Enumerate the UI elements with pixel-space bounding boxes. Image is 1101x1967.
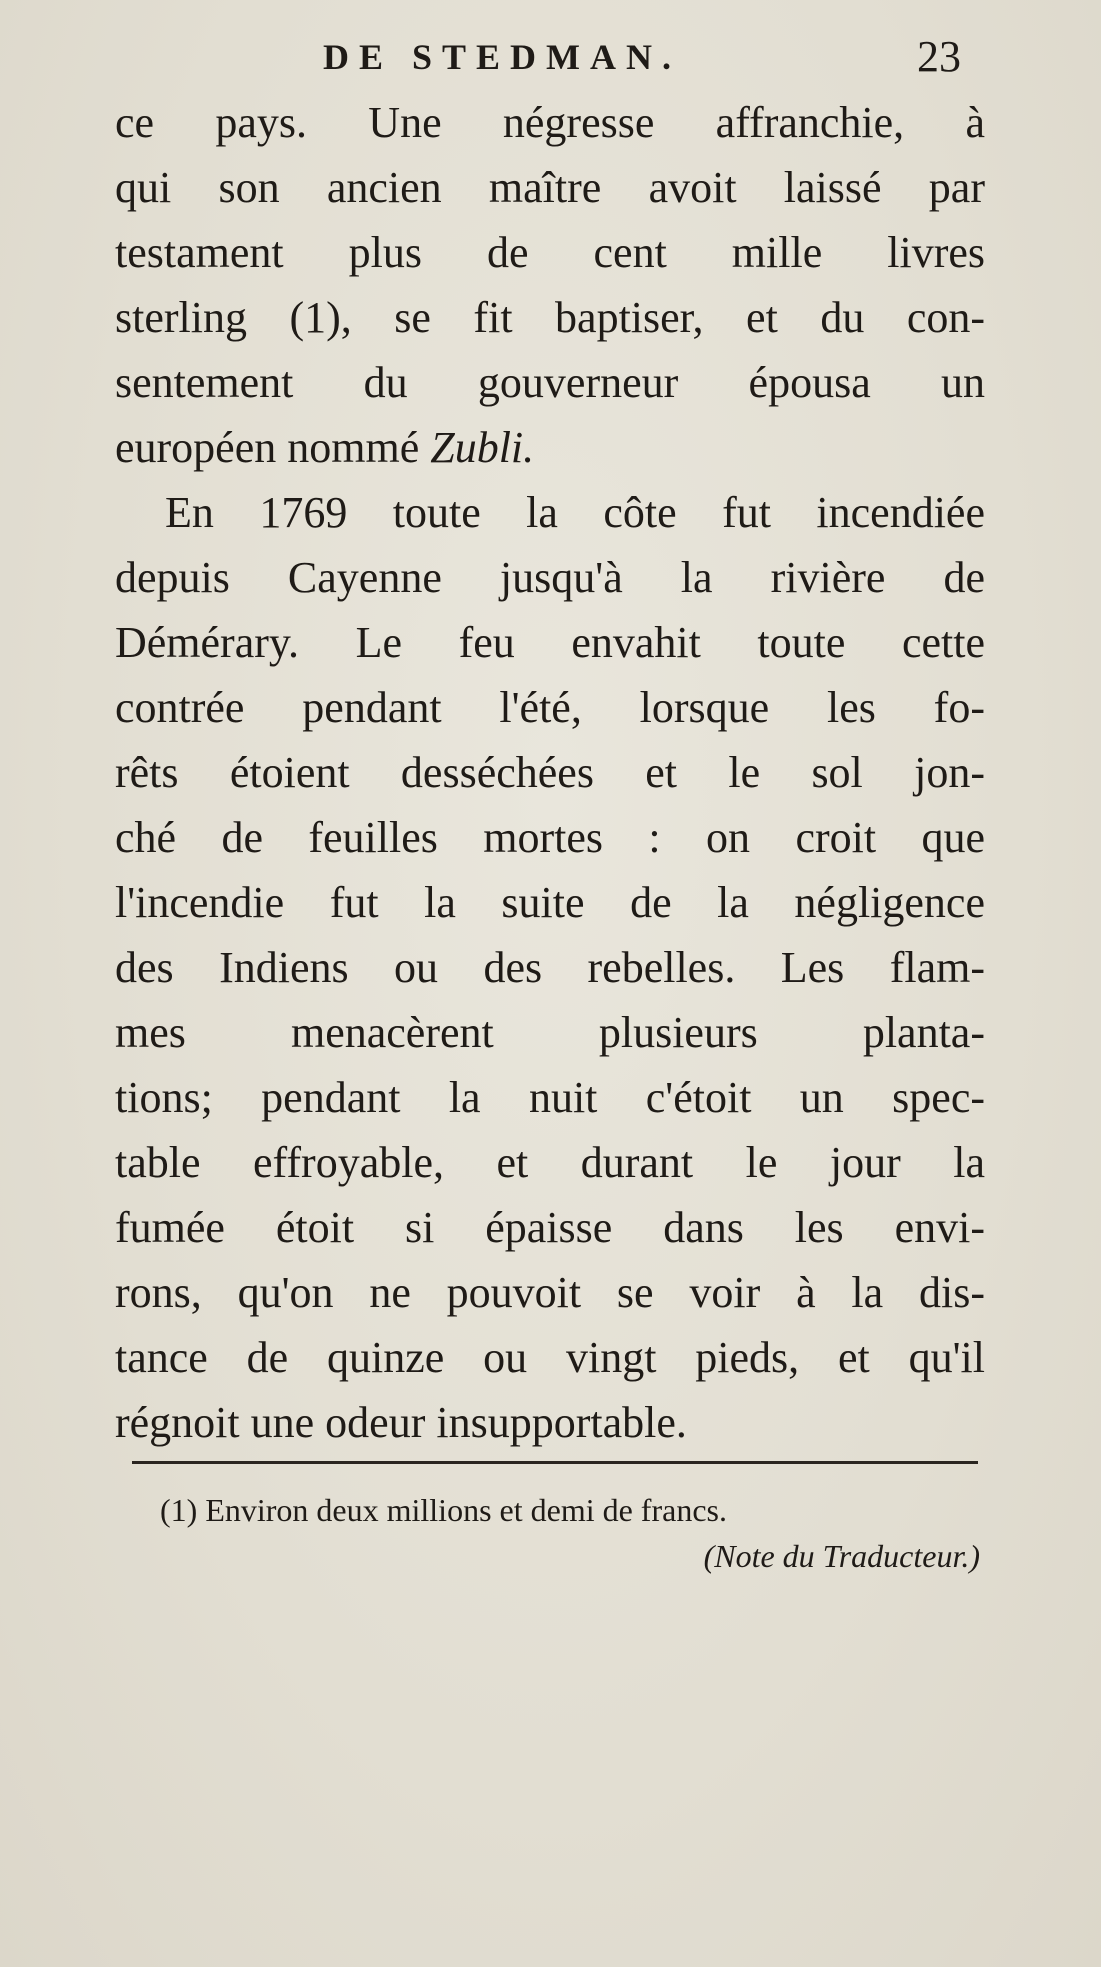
footnote bbox=[160, 1487, 980, 1579]
text-line: table effroyable, et durant le jour la bbox=[115, 1138, 985, 1187]
page-header bbox=[0, 32, 1101, 82]
text-line: qui son ancien maître avoit laissé par bbox=[115, 163, 985, 212]
text-line: tions; pendant la nuit c'étoit un spec- bbox=[115, 1073, 985, 1122]
text-line: Démérary. Le feu envahit toute cette bbox=[115, 618, 985, 667]
italic-name: Zubli. bbox=[430, 423, 535, 472]
text-line: fumée étoit si épaisse dans les envi- bbox=[115, 1203, 985, 1252]
text-line: rêts étoient desséchées et le sol jon- bbox=[115, 748, 985, 797]
text-line bbox=[115, 415, 985, 480]
text-line: rons, qu'on ne pouvoit se voir à la dis- bbox=[115, 1268, 985, 1317]
footnote-text: (1) Environ deux millions et demi de francs. bbox=[160, 1492, 727, 1528]
text-line: des Indiens ou des rebelles. Les flam- bbox=[115, 943, 985, 992]
text-segment: européen nommé bbox=[115, 423, 420, 472]
paragraph-start-line: En 1769 toute la côte fut incendiée bbox=[165, 488, 985, 537]
text-line: testament plus de cent mille livres bbox=[115, 228, 985, 277]
text-line: régnoit une odeur insupportable. bbox=[115, 1398, 687, 1447]
translator-note: (Note du Traducteur.) bbox=[703, 1538, 980, 1574]
text-line: ché de feuilles mortes : on croit que bbox=[115, 813, 985, 862]
text-line: sterling (1), se fit baptiser, et du con- bbox=[115, 293, 985, 342]
footnote-rule bbox=[132, 1461, 978, 1464]
text-line: l'incendie fut la suite de la négligence bbox=[115, 878, 985, 927]
text-line: sentement du gouverneur épousa un bbox=[115, 358, 985, 407]
text-line: ce pays. Une négresse affranchie, à bbox=[115, 98, 985, 147]
text-line: mes menacèrent plusieurs planta- bbox=[115, 1008, 985, 1057]
text-line: depuis Cayenne jusqu'à la rivière de bbox=[115, 553, 985, 602]
body-text bbox=[115, 90, 985, 1455]
text-line: contrée pendant l'été, lorsque les fo- bbox=[115, 683, 985, 732]
page-number: 23 bbox=[917, 32, 961, 81]
running-head: DE STEDMAN. bbox=[323, 37, 682, 77]
text-line: tance de quinze ou vingt pieds, et qu'il bbox=[115, 1333, 985, 1382]
